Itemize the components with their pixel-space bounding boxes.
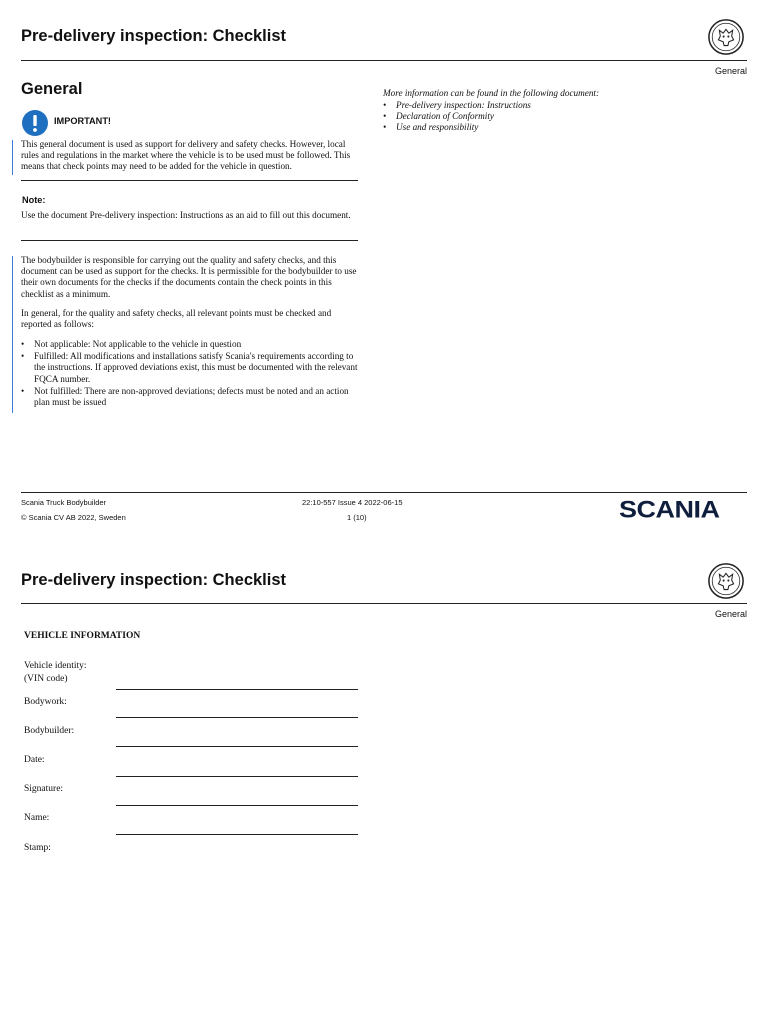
list-item: • Not fulfilled: There are non-approved deviations; defects must be noted and an action plan must be issued [21,386,359,408]
vehicle-info-heading: VEHICLE INFORMATION [24,631,141,641]
important-exclamation-icon [22,110,48,141]
list-item: • Not applicable: Not applicable to the vehicle in question [21,339,359,350]
note-text: Use the document Pre-delivery inspection: Instructions as an aid to fill out this document. [21,210,351,220]
header-rule [21,60,747,61]
date-field[interactable] [116,776,358,777]
scania-wordmark: SCANIA [619,496,720,523]
footer-rule [21,492,747,493]
document-link[interactable]: • Use and responsibility [383,122,743,133]
signature-field[interactable] [116,805,358,806]
section-heading: General [21,80,83,98]
list-item: • Fulfilled: All modifications and installations satisfy Scania's requirements according to the instructions. If approved deviations exist, this must be documented with the relevant FQCA number. [21,351,359,385]
footer-publication: Scania Truck Bodybuilder [21,498,107,507]
document-link[interactable]: • Declaration of Conformity [383,111,743,122]
note-rule [21,240,358,241]
change-bar [12,256,13,413]
vin-field[interactable] [116,689,358,690]
status-list [21,339,359,409]
name-label: Name: [24,813,50,823]
bodywork-label: Bodywork: [24,697,67,707]
note-label: Note: [22,195,46,205]
more-info-list [383,100,743,134]
stamp-label: Stamp: [24,843,51,853]
section-label: General [714,66,747,76]
header-rule [21,603,747,604]
page-title: Pre-delivery inspection: Checklist [21,571,287,589]
important-text: This general document is used as support for delivery and safety checks. However, local rules and regulations in the market where the vehicle is to be used must be followed. This means that check points may need to be added for the vehicle in question. [21,139,351,172]
date-label: Date: [24,755,45,765]
document-link[interactable]: • Pre-delivery inspection: Instructions [383,100,743,111]
bodybuilder-field[interactable] [116,746,358,747]
footer-page-number: 1 (10) [347,513,367,522]
signature-label: Signature: [24,784,64,794]
footer-doc-number: 22:10-557 Issue 4 2022-06-15 [302,498,403,507]
responsibility-paragraph: The bodybuilder is responsible for carrying out the quality and safety checks, and this document can be used as support for the checks. It is permissible for the bodybuilder to use their own documents for the checks if the documents contain the check points in this checklist as a minimum. [21,255,357,299]
important-label: IMPORTANT! [54,116,111,126]
bodybuilder-label: Bodybuilder: [24,726,75,736]
reporting-paragraph: In general, for the quality and safety checks, all relevant points must be checked and reported as follows: [21,308,332,330]
name-field[interactable] [116,834,358,835]
bodywork-field[interactable] [116,717,358,718]
footer-copyright: © Scania CV AB 2022, Sweden [21,513,126,522]
vin-label: Vehicle identity: (VIN code) [24,661,87,684]
scania-griffin-icon [707,18,745,61]
section-label: General [714,609,747,619]
scania-griffin-icon [707,562,745,605]
page-title: Pre-delivery inspection: Checklist [21,27,287,45]
change-bar [12,140,13,175]
more-info-intro: More information can be found in the following document: [383,88,600,98]
important-rule [21,180,358,181]
